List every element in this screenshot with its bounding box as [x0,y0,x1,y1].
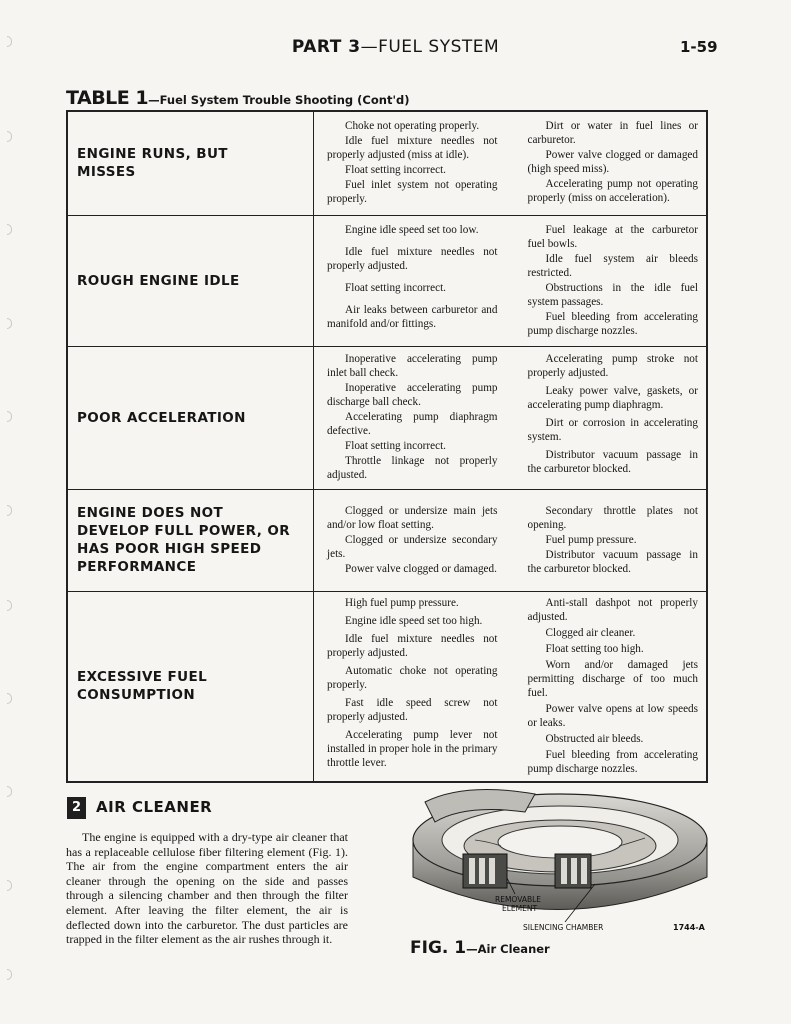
cause-item: Engine idle speed set too high. [345,614,483,627]
cause-item: Power valve clogged or damaged. [345,562,497,575]
causes-left-column [327,223,498,339]
binder-mark [7,600,12,611]
condition-cell: POOR ACCELERATION [67,346,314,489]
cause-item: Automatic choke not operating properly. [327,664,498,691]
cause-item: Accelerating pump not operating properly (miss on acceleration). [527,178,698,205]
cause-item: Float setting too high. [545,642,644,655]
cause-item: Power valve opens at low speeds or leaks. [527,702,698,729]
causes-right-column [528,596,699,777]
section-title: AIR CLEANER [96,798,213,816]
binder-mark [7,786,12,797]
cause-item: Accelerating pump stroke not properly adjusted. [527,353,698,379]
cause-item: Inoperative accelerating pump inlet ball check. [327,353,498,379]
cause-item: Inoperative accelerating pump discharge ball check. [327,382,498,408]
cause-item: Idle fuel system air bleeds restricted. [527,252,698,279]
cause-item: Clogged or undersize secondary jets. [327,533,498,560]
figure-caption-text: —Air Cleaner [466,942,550,956]
condition-cell: ROUGH ENGINE IDLE [67,215,314,346]
table-row [67,346,707,489]
cause-item: Choke not operating properly. [345,120,480,133]
cause-item: Float setting incorrect. [345,440,446,452]
section-body-paragraph: The engine is equipped with a dry-type air cleaner that has a replaceable cellulose fiber filtering element (Fig. 1). The air from the engine compartment enters the air cleaner through the opening on the side and passes through a silencing chamber and then through the filter element. After leaving the filter element, the air is deflected down into the carburetor. The dust particles are trapped in the filter element as the air rushes through it. [66,830,348,947]
binder-mark [7,131,12,142]
header-section: —FUEL SYSTEM [360,37,500,57]
page-number: 1-59 [680,38,718,56]
air-cleaner-illustration [405,782,715,932]
cause-item: Idle fuel mixture needles not properly adjusted. [327,245,498,272]
binder-mark [7,224,12,235]
binder-mark [7,318,12,329]
causes-right-column [528,352,699,483]
cause-item: Fuel pump pressure. [545,533,637,546]
section-number-badge: 2 [67,797,86,819]
cause-item: Fuel bleeding from accelerating pump discharge nozzles. [527,310,698,337]
causes-left-column [327,504,498,577]
cause-item: Power valve clogged or damaged (high speed miss). [527,149,698,176]
condition-cell: ENGINE RUNS, BUT MISSES [67,111,314,215]
table-row [67,591,707,782]
label-removable-1: REMOVABLE [495,895,542,904]
cause-item: Distributor vacuum passage in the carburetor blocked. [527,548,698,575]
causes-right-column [528,119,699,207]
binder-mark [7,880,12,891]
causes-left-column [327,596,498,777]
label-removable-2: ELEMENT [502,904,538,913]
condition-cell: EXCESSIVE FUEL CONSUMPTION [67,591,314,782]
trouble-shooting-table [66,110,708,783]
cause-item: Anti-stall dashpot not properly adjusted. [527,596,698,623]
cause-item: Engine idle speed set too low. [345,223,479,236]
cause-item: Obstructed air bleeds. [545,732,644,745]
causes-right-column [528,504,699,577]
table-row [67,489,707,591]
cause-item: Idle fuel mixture needles not properly adjusted. [327,632,498,659]
cause-item: Clogged or undersize main jets and/or low float setting. [327,504,498,531]
cause-item: Fuel inlet system not operating properly. [327,179,498,206]
figure-caption-label: FIG. 1 [410,938,467,958]
cause-item: Dirt or corrosion in accelerating system. [527,417,698,443]
cause-item: Accelerating pump diaphragm defective. [327,411,498,437]
cause-item: Dirt or water in fuel lines or carburetor. [527,120,698,147]
header-part: PART 3 [291,37,361,57]
cause-item: Fuel leakage at the carburetor fuel bowls. [527,223,698,250]
cause-item: Leaky power valve, gaskets, or accelerating pump diaphragm. [527,385,698,411]
page-header [0,37,791,57]
figure-code: 1744-A [673,923,705,932]
cause-item: Worn and/or damaged jets permitting discharge of too much fuel. [527,658,698,699]
causes-cell [314,591,708,782]
binder-mark [7,505,12,516]
binder-mark [7,411,12,422]
cause-item: Float setting incorrect. [345,164,446,177]
cause-item: Secondary throttle plates not opening. [527,504,698,531]
cause-item: Distributor vacuum passage in the carburetor blocked. [527,449,698,475]
causes-left-column [327,352,498,483]
cause-item: High fuel pump pressure. [345,596,459,609]
cause-item: Clogged air cleaner. [545,626,636,639]
causes-left-column [327,119,498,207]
cause-item: Fuel bleeding from accelerating pump discharge nozzles. [527,748,698,775]
label-silencing-chamber: SILENCING CHAMBER [523,923,604,932]
cause-item: Air leaks between carburetor and manifold and/or fittings. [327,303,498,330]
cause-item: Fast idle speed screw not properly adjusted. [327,696,498,723]
table-row [67,215,707,346]
table-caption-label: TABLE 1 [66,87,149,109]
binder-mark [7,693,12,704]
table-row [67,111,707,215]
figure-caption [410,938,550,958]
cause-item: Idle fuel mixture needles not properly adjusted (miss at idle). [327,135,498,162]
table-caption [66,87,409,109]
causes-cell [314,111,708,215]
cause-item: Throttle linkage not properly adjusted. [327,455,498,481]
causes-right-column [528,223,699,339]
causes-cell [314,489,708,591]
cause-item: Obstructions in the idle fuel system passages. [527,281,698,308]
condition-cell: ENGINE DOES NOT DEVELOP FULL POWER, OR HAS POOR HIGH SPEED PERFORMANCE [67,489,314,591]
cause-item: Float setting incorrect. [345,281,446,294]
cause-item: Accelerating pump lever not installed in proper hole in the primary throttle lever. [327,728,498,769]
causes-cell [314,346,708,489]
binder-mark [7,969,12,980]
causes-cell [314,215,708,346]
table-caption-text: —Fuel System Trouble Shooting (Cont'd) [148,93,410,107]
